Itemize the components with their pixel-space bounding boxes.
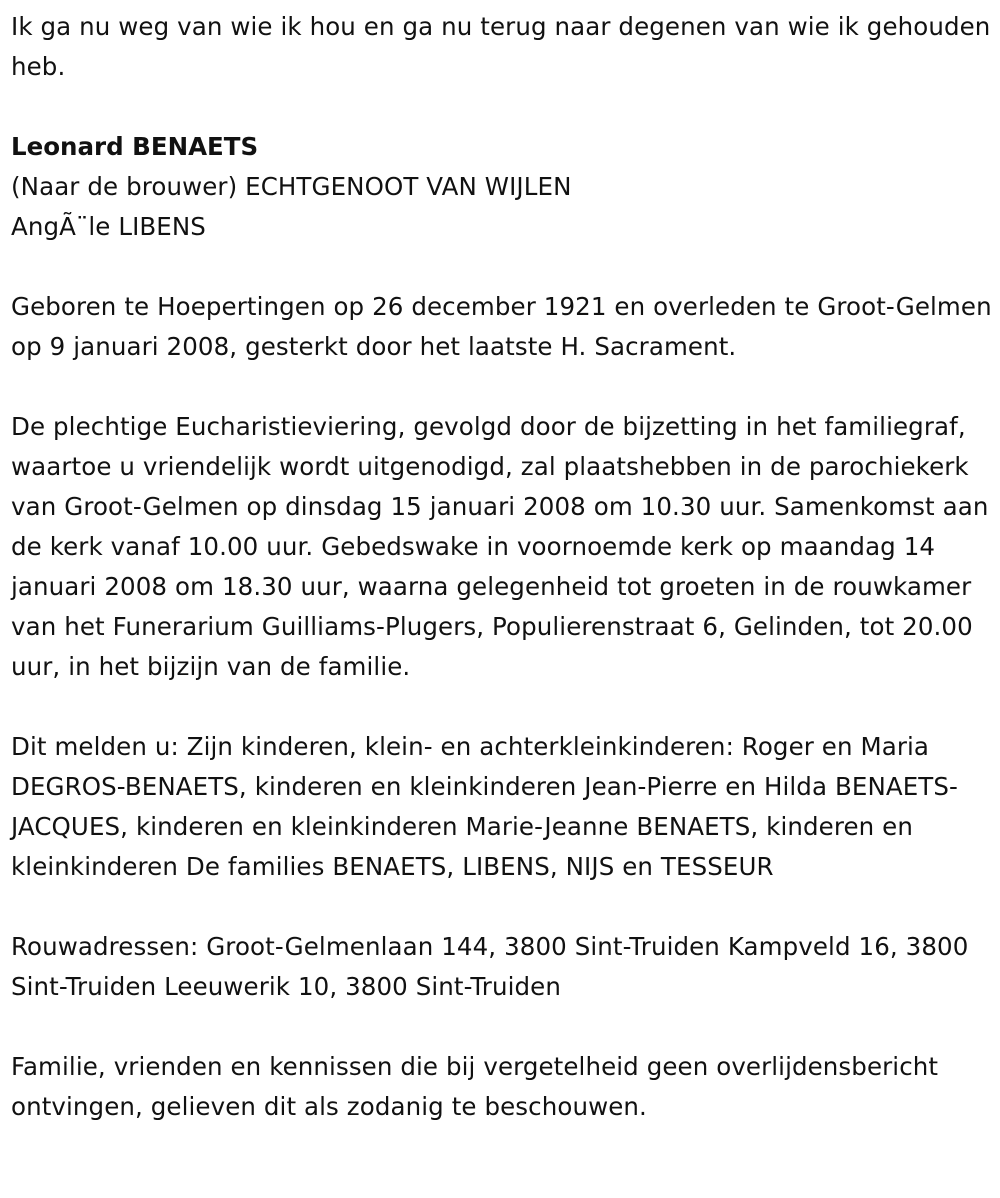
subtitle-text: (Naar de brouwer) ECHTGENOOT VAN WIJLEN: [11, 172, 572, 201]
announced-by-text: Dit melden u: Zijn kinderen, klein- en achterkleinkinderen: Roger en Maria DEGROS-BENAETS, kinderen en kleinkinderen Jean-Pierre en Hilda BENAETS-JACQUES, kinderen en kleinkinderen Marie-Jeanne BENAETS, kinderen en kleinkinderen De families BENAETS, LIBENS, NIJS en TESSEUR: [11, 732, 958, 881]
deceased-name: Leonard BENAETS: [11, 132, 259, 161]
spacer: [11, 1007, 993, 1047]
spouse-name: AngÃ¨le LIBENS: [11, 212, 206, 241]
closing-text: Familie, vrienden en kennissen die bij vergetelheid geen overlijdensbericht ontvingen, gelieven dit als zodanig te beschouwen.: [11, 1052, 939, 1121]
ceremony-text: De plechtige Eucharistieviering, gevolgd door de bijzetting in het familiegraf, waartoe u vriendelijk wordt uitgenodigd, zal plaatshebben in de parochiekerk van Groot-Gelmen op dinsdag 15 januari 2008 om 10.30 uur. Samenkomst aan de kerk vanaf 10.00 uur. Gebedswake in voornoemde kerk op maandag 14 januari 2008 om 18.30 uur, waarna gelegenheid tot groeten in de rouwkamer van het Funerarium Guilliams-Plugers, Populierenstraat 6, Gelinden, tot 20.00 uur, in het bijzijn van de familie.: [11, 412, 989, 681]
addresses-text: Rouwadressen: Groot-Gelmenlaan 144, 3800 Sint-Truiden Kampveld 16, 3800 Sint-Truiden Leeuwerik 10, 3800 Sint-Truiden: [11, 932, 969, 1001]
spacer: [11, 367, 993, 407]
intro-text: Ik ga nu weg van wie ik hou en ga nu terug naar degenen van wie ik gehouden heb.: [11, 12, 991, 81]
spacer: [11, 247, 993, 287]
birth-death-text: Geboren te Hoepertingen op 26 december 1921 en overleden te Groot-Gelmen op 9 januari 2008, gesterkt door het laatste H. Sacrament.: [11, 292, 992, 361]
spacer: [11, 687, 993, 727]
obituary-notice: [11, 7, 993, 1127]
spacer: [11, 87, 993, 127]
spacer: [11, 887, 993, 927]
